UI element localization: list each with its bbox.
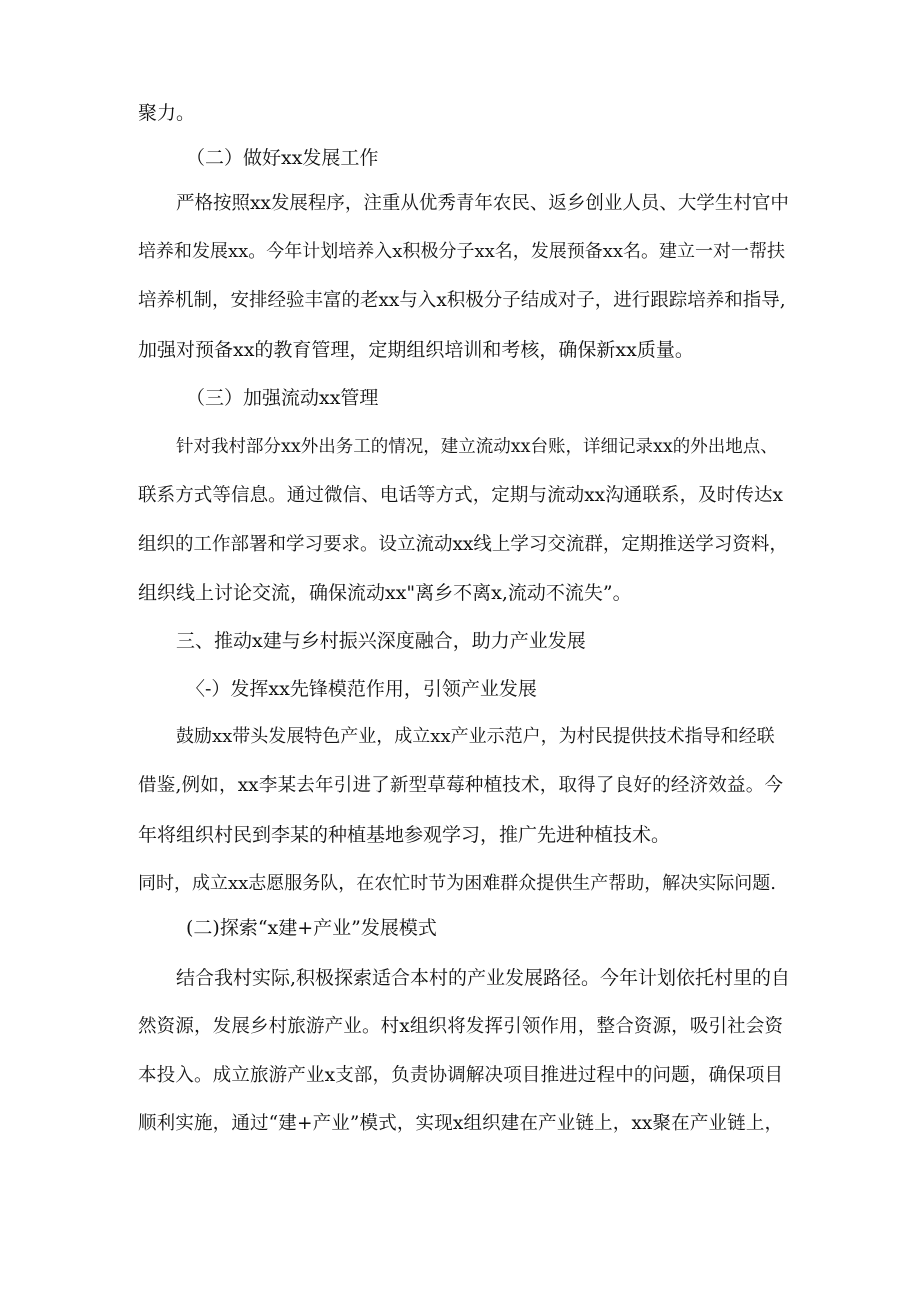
paragraph-line: 鼓励xx带头发展特色产业，成立xx产业示范户，为村民提供技术指导和经联 — [176, 726, 775, 747]
paragraph-tail: 聚力。 — [138, 102, 196, 124]
paragraph-line: 针对我村部分xx外出务工的情况，建立流动xx台账，详细记录xx的外出地点、 — [176, 437, 778, 457]
paragraph-line: 联系方式等信息。通过微信、电话等方式，定期与流动xx沟通联系，及时传达x — [138, 485, 783, 506]
paragraph-line: 结合我村实际,积极探索适合本村的产业发展路径。今年计划依托村里的自 — [176, 967, 791, 989]
paragraph-line: 培养机制，安排经验丰富的老xx与入x积极分子结成对子，进行跟踪培养和指导, — [138, 290, 786, 311]
paragraph-line: 组织线上讨论交流，确保流动xx"离乡不离x,流动不流失”。 — [138, 582, 632, 604]
paragraph-line: 然资源，发展乡村旅游产业。村x组织将发挥引领作用，整合资源，吸引社会资 — [138, 1016, 783, 1037]
subheading-1: 〈-）发挥xx先锋模范作用，引领产业发展 — [186, 678, 537, 700]
paragraph-line: 本投入。成立旅游产业x支部，负责协调解决项目推进过程中的问题，确保项目 — [138, 1065, 783, 1086]
section-heading-3: 三、推动x建与乡村振兴深度融合，助力产业发展 — [176, 630, 586, 652]
subheading-2b: (二)探索“x建+产业”发展模式 — [186, 917, 437, 939]
paragraph-line: 借鉴,例如，xx李某去年引进了新型草莓种植技术，取得了良好的经济效益。今 — [138, 775, 783, 796]
paragraph-line: 加强对预备xx的教育管理，定期组织培训和考核，确保新xx质量。 — [138, 339, 694, 361]
paragraph-line: 顺利实施，通过“建+产业”模式，实现x组织建在产业链上，xx聚在产业链上， — [138, 1113, 783, 1134]
paragraph-line: 组织的工作部署和学习要求。设立流动xx线上学习交流群，定期推送学习资料， — [138, 534, 788, 555]
paragraph-line: 培养和发展xx。今年计划培养入x积极分子xx名，发展预备xx名。建立一对一帮扶 — [138, 241, 786, 262]
paragraph-line: 严格按照xx发展程序，注重从优秀青年农民、返乡创业人员、大学生村官中 — [176, 193, 789, 214]
subheading-3: （三）加强流动xx管理 — [186, 387, 379, 409]
paragraph-line: 同时，成立xx志愿服务队，在农忙时节为困难群众提供生产帮助，解决实际问题. — [138, 873, 777, 894]
paragraph-line: 年将组织村民到李某的种植基地参观学习，推广先进种植技术。 — [138, 824, 671, 846]
subheading-2: （二）做好xx发展工作 — [186, 147, 379, 169]
